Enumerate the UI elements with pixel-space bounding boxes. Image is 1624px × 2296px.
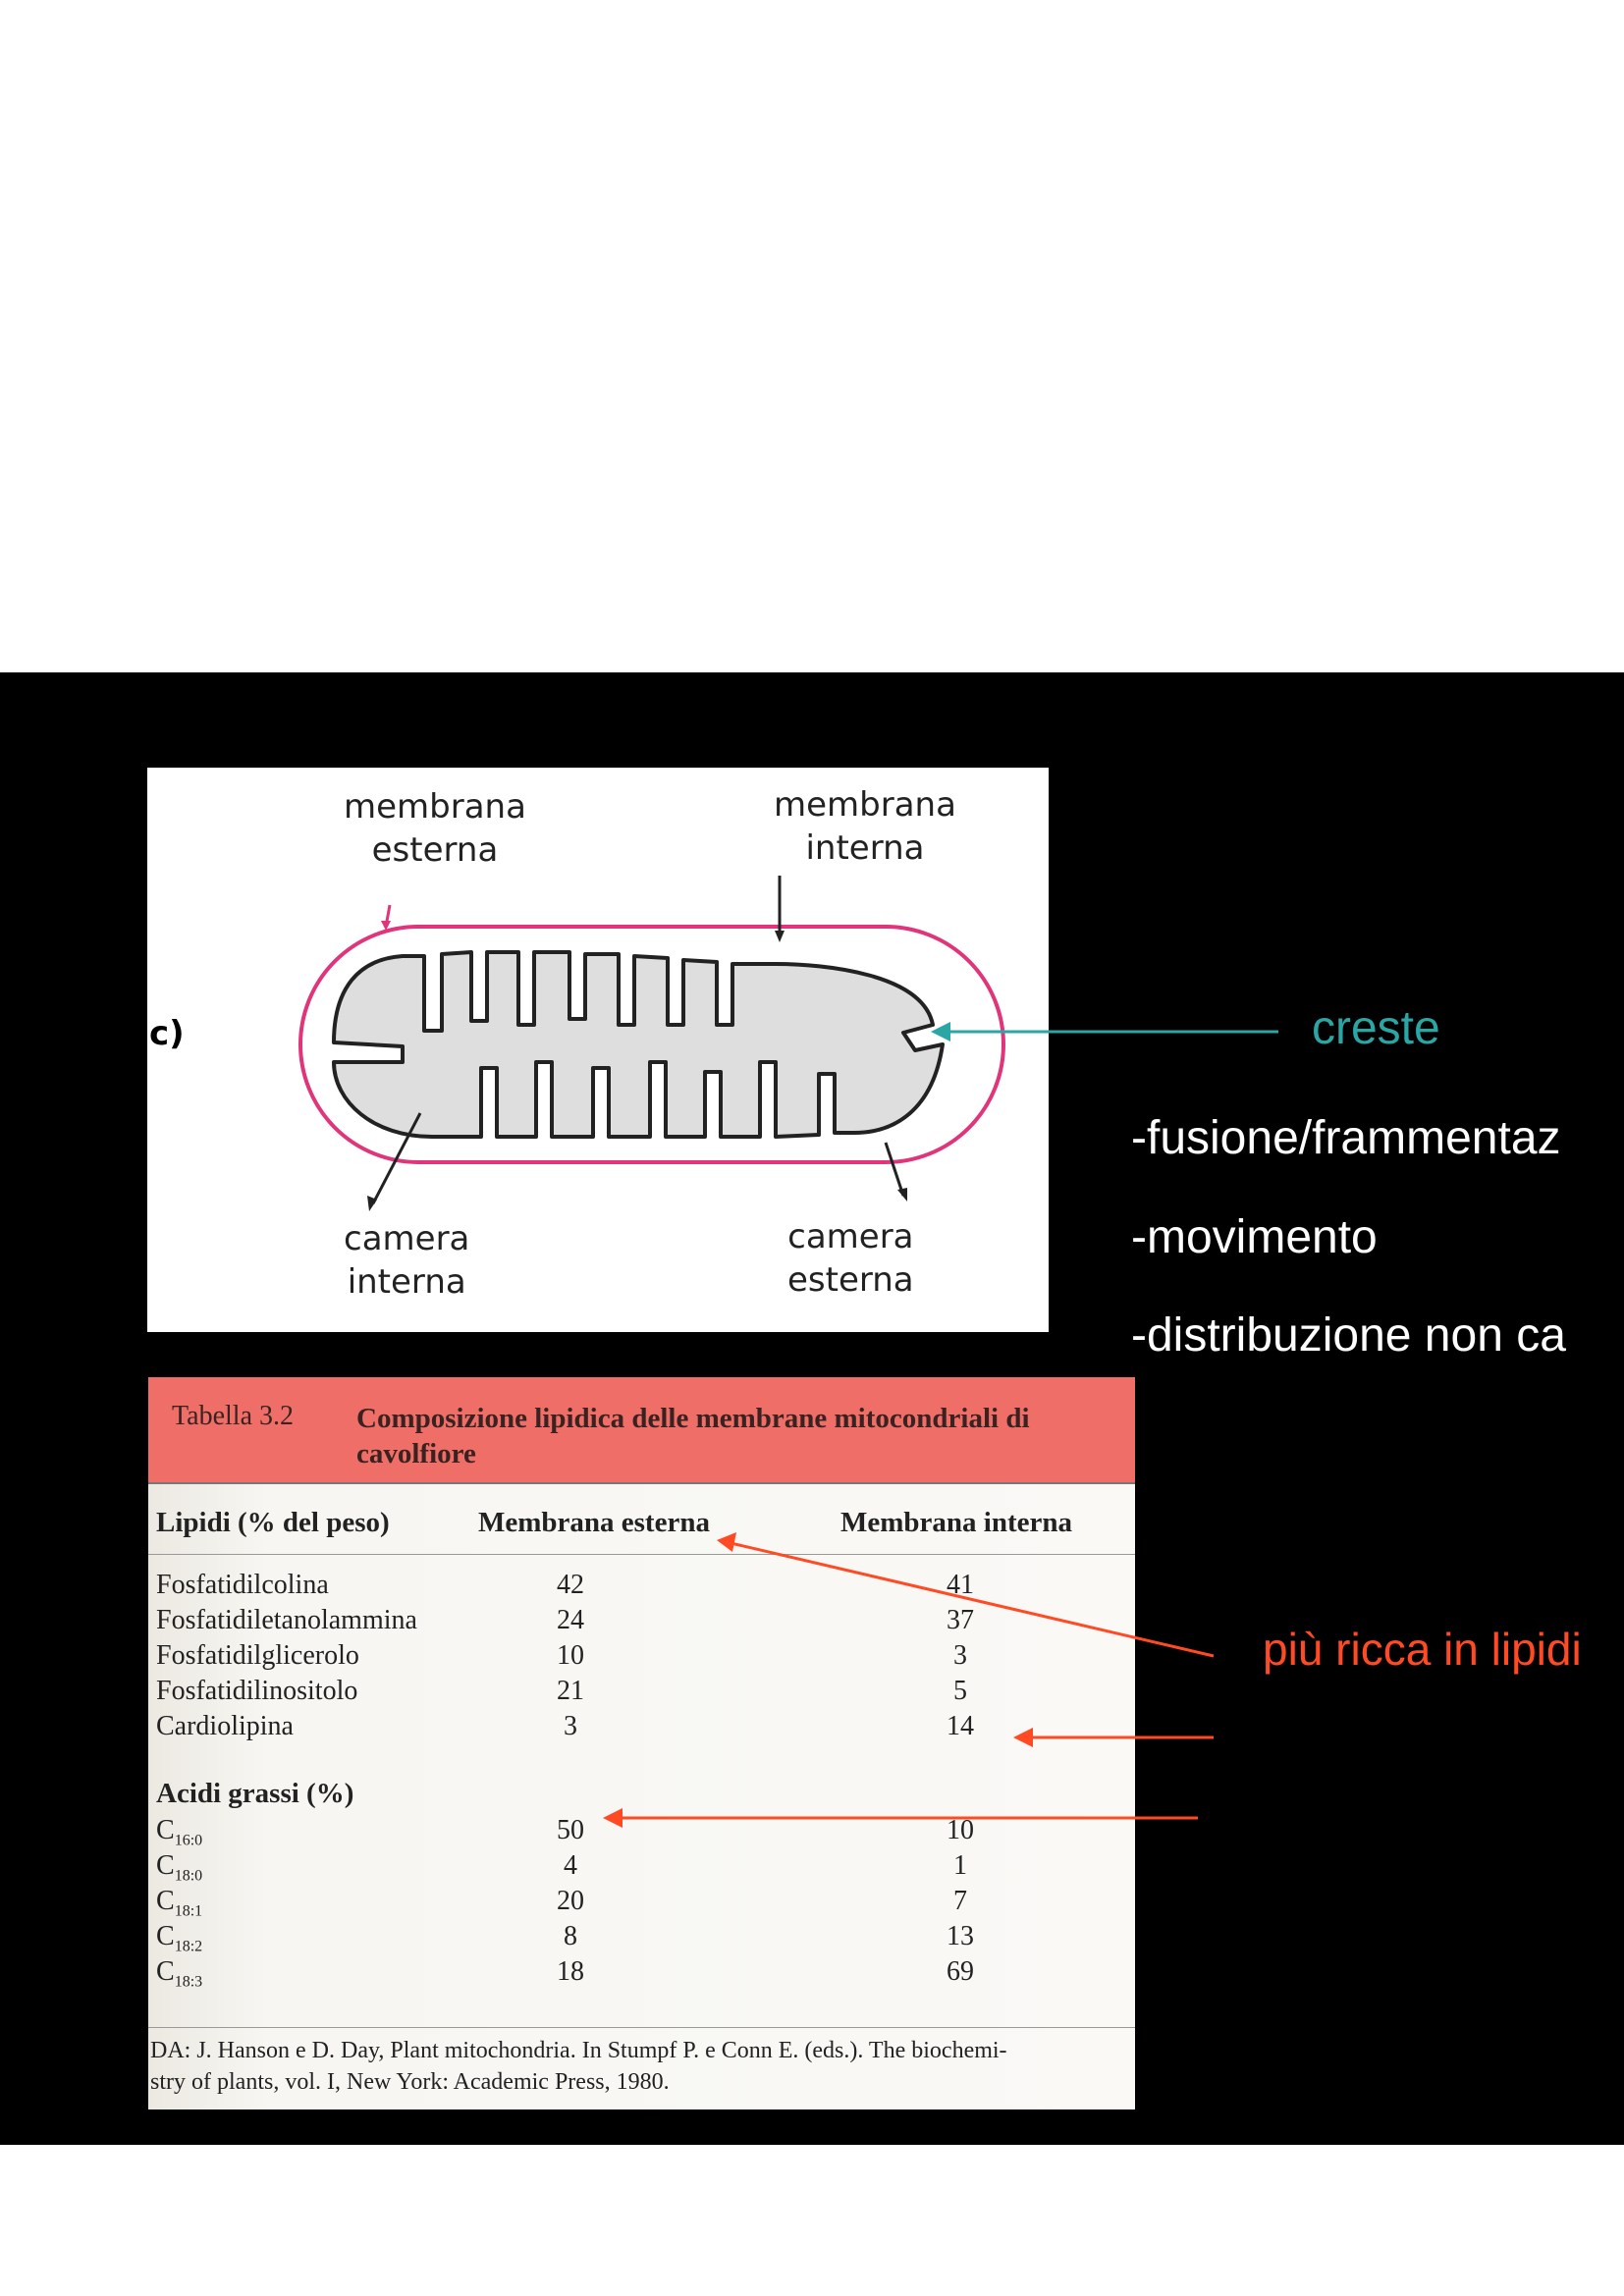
lipid-row-outer: 24 — [557, 1605, 584, 1635]
col-header-inner: Membrana interna — [840, 1507, 1072, 1538]
lipid-row-inner: 5 — [953, 1676, 967, 1706]
source-line-1: DA: J. Hanson e D. Day, Plant mitochondria. In Stumpf P. e Conn E. (eds.). The biochemi- — [150, 2038, 1007, 2063]
lipid-row-inner: 41 — [947, 1570, 974, 1600]
fatty-acid-row-inner: 10 — [947, 1815, 974, 1845]
col-header-outer: Membrana esterna — [478, 1507, 710, 1538]
bullet-fusion: -fusione/frammentaz — [1131, 1112, 1561, 1164]
source-line-2: stry of plants, vol. I, New York: Academic Press, 1980. — [150, 2069, 670, 2095]
lipid-row-outer: 3 — [564, 1711, 577, 1741]
fatty-acid-row-outer: 4 — [564, 1850, 577, 1881]
col-header-lipids: Lipidi (% del peso) — [156, 1507, 390, 1538]
fatty-acid-row-inner: 7 — [953, 1886, 967, 1916]
bullet-distribution: -distribuzione non ca — [1131, 1309, 1566, 1362]
lipid-row-label: Fosfatidilglicerolo — [156, 1640, 359, 1671]
lipid-row-label: Fosfatidilinositolo — [156, 1676, 358, 1706]
lipid-row-outer: 10 — [557, 1640, 584, 1671]
fatty-acid-row-outer: 18 — [557, 1956, 584, 1987]
fatty-acid-row-label: $C_{18:0}$ — [156, 1850, 203, 1885]
outer-membrane-label: membrana esterna — [344, 787, 526, 870]
lipid-arrow-1 — [727, 1542, 1214, 1656]
lipid-row-inner: 14 — [947, 1711, 974, 1741]
fatty-acid-row-outer: 20 — [557, 1886, 584, 1916]
annotation-label: più ricca in lipidi — [1263, 1624, 1582, 1675]
lipid-row-inner: 3 — [953, 1640, 967, 1671]
arrows-layer — [0, 672, 1624, 2145]
fatty-acid-row-inner: 69 — [947, 1956, 974, 1987]
lipid-row-outer: 42 — [557, 1570, 584, 1600]
inner-chamber-label: camera interna — [344, 1219, 470, 1302]
fatty-acid-row-outer: 8 — [564, 1921, 577, 1951]
inner-membrane-label: membrana interna — [774, 785, 956, 868]
table-number: Tabella 3.2 — [172, 1401, 294, 1431]
slide — [0, 672, 1624, 2145]
bullet-movement: -movimento — [1131, 1211, 1378, 1263]
panel-letter: c) — [149, 1014, 185, 1053]
fatty-acids-header: Acidi grassi (%) — [156, 1778, 354, 1809]
fatty-acid-row-label: $C_{18:2}$ — [156, 1921, 203, 1955]
fatty-acid-row-inner: 1 — [953, 1850, 967, 1881]
fatty-acid-row-inner: 13 — [947, 1921, 974, 1951]
lipid-row-label: Cardiolipina — [156, 1711, 294, 1741]
table-title: Composizione lipidica delle membrane mitocondriali di cavolfiore — [356, 1403, 1030, 1469]
lipid-row-inner: 37 — [947, 1605, 974, 1635]
fatty-acid-row-label: $C_{16:0}$ — [156, 1815, 203, 1849]
fatty-acid-row-label: $C_{18:1}$ — [156, 1886, 203, 1920]
lipid-row-outer: 21 — [557, 1676, 584, 1706]
outer-chamber-label: camera esterna — [787, 1217, 914, 1300]
lipid-row-label: Fosfatidiletanolammina — [156, 1605, 417, 1635]
fatty-acid-row-outer: 50 — [557, 1815, 584, 1845]
fatty-acid-row-label: $C_{18:3}$ — [156, 1956, 203, 1991]
cristae-label: creste — [1312, 1002, 1440, 1054]
lipid-row-label: Fosfatidilcolina — [156, 1570, 329, 1600]
